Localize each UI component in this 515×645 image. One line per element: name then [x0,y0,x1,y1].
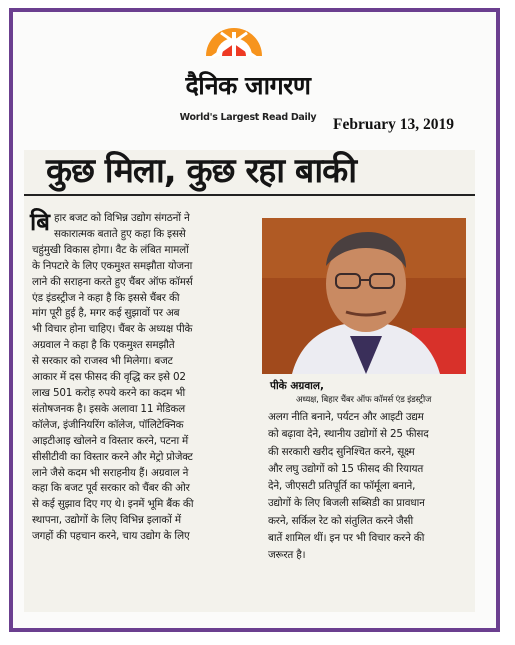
article-text-line: जरूरत है। [268,549,306,562]
article-text-line: और लघु उद्योगों को 15 फीसद की रियायत [268,462,424,475]
article-text-line: अग्रवाल ने कहा है कि एकमुश्त समझौते [32,339,175,352]
article-text-line: को बढ़ावा देने, स्थानीय उद्योगों से 25 फीसद [268,428,429,441]
headline-divider [24,194,475,196]
newspaper-logo [168,20,328,138]
article-text-line: से सरकार को राजस्व भी मिलेगा। बजट [32,355,173,368]
article-text-line: की सरकारी खरीद सुनिश्चित करने, सूक्ष्म [268,445,415,458]
article-text-line: बातें शामिल थीं। इन पर भी विचार करने की [268,532,425,545]
article-text-line: हार बजट को विभिन्न उद्योग संगठनों ने [54,212,190,224]
drop-cap: बि [30,208,50,236]
article-text-line: भी विचार होना चाहिए। चैंबर के अध्यक्ष पीके [32,323,193,336]
article-text-line: सकारात्मक बताते हुए कहा कि इससे [54,227,186,240]
masthead-tagline: World's Largest Read Daily [179,112,317,123]
article-text-line: जगहों की पहचान करने, चाय उद्योग के लिए [32,530,190,543]
article-text-line: देने, जीएसटी प्रतिपूर्ति का फॉर्मूला बनाने, [268,480,416,493]
article-text-line: करने, सर्किल रेट को संतुलित करने जैसी [268,514,414,527]
article-text-line: संतोषजनक है। इसके अलावा 11 मेडिकल [32,402,186,415]
publication-date: February 13, 2019 [333,116,454,133]
masthead-title: दैनिक जागरण [185,71,311,100]
article-text-line: सीसीटीवी का विस्तार करने और मेट्रो प्रोजेक्ट [32,450,193,463]
article-text-line: से कई सुझाव दिए गए थे। इनमें भूमि बैंक की [32,498,194,511]
photo-caption-title: अध्यक्ष, बिहार चैंबर ऑफ कॉमर्स एंड इंडस्ट्रीज [296,395,432,405]
article-text-line: आकार में दस फीसद की वृद्धि कर इसे 02 [32,371,186,384]
article-text-line: एंड इंडस्ट्रीज ने कहा है कि इससे चैंबर की [32,291,180,304]
article-text-line: स्थापना, उद्योगों के लिए विभिन्न इलाकों में [32,514,181,527]
article-right-column [268,409,468,565]
article-text-line: कहा कि बजट पूर्व सरकार को चैंबर की ओर [32,482,190,495]
article-text-line: के निपटारे के लिए एकमुश्त समझौता योजना [32,259,193,272]
article-text-line: आइटीआइ खोलने व विस्तार करने, पटना में [32,434,189,447]
photo-caption-name: पीके अग्रवाल, [270,380,325,392]
article-text-line: कॉलेज, इंजीनियरिंग कॉलेज, पॉलिटेक्निक [32,418,184,431]
article-text-line: लाने की सराहना करते हुए चैंबर ऑफ कॉमर्स [32,275,193,288]
article-left-column [30,208,272,545]
article-text-line: मांग पूरी हुई है, मगर कई सुझावों पर अब [32,307,180,320]
article-text-line: लाख 501 करोड़ रुपये करने का कदम भी [32,386,185,399]
rising-sun-icon [202,26,266,58]
article-text-line: उद्योगों के लिए बिजली सब्सिडी का प्रावधान [268,497,425,510]
article-headline: कुछ मिला, कुछ रहा बाकी [46,151,357,191]
article-text-line: लाने जैसे कदम भी सराहनीय हैं। अग्रवाल ने [32,466,189,479]
person-photo [262,218,466,374]
article-text-line: अलग नीति बनाने, पर्यटन और आइटी उद्यम [268,411,424,423]
article-text-line: चहुंमुखी विकास होगा। वैट के लंबित मामलों [32,243,189,256]
